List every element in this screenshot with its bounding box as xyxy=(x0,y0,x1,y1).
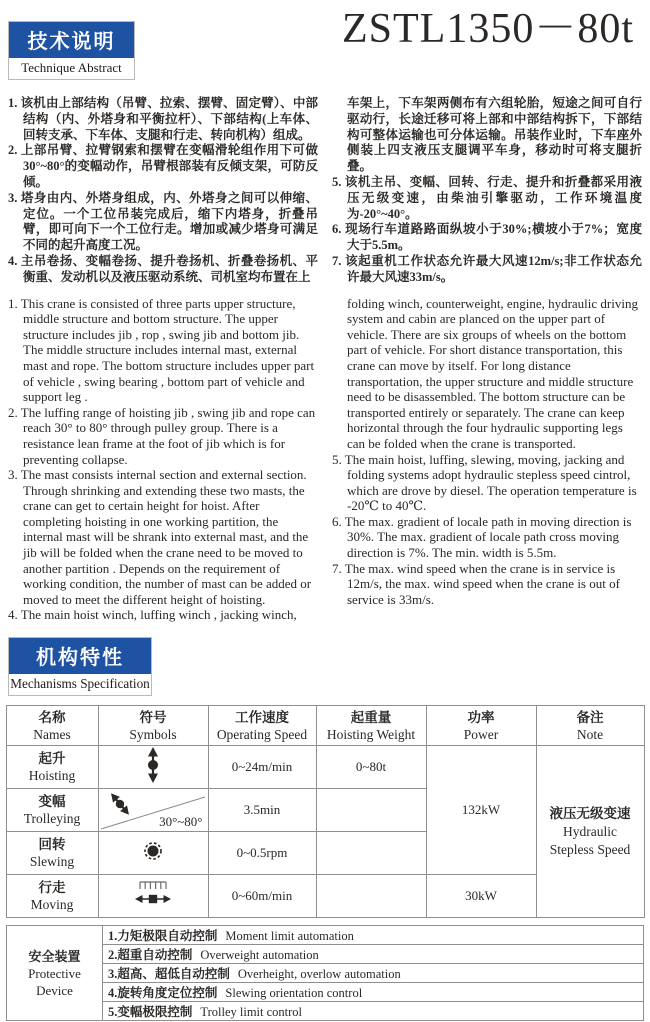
trolleying-symbol-cell xyxy=(98,789,208,832)
note-cell: 液压无级变速 Hydraulic Stepless Speed xyxy=(536,746,644,918)
abstract-zh-item-1: 1. 该机由上部结构（吊臂、拉索、摆臂、固定臂）、中部结构（内、外塔身和平衡拉杆）、下部结构(上车体、回转支承、下车体、支腿和行走、转向机构）组成。 xyxy=(8,96,318,142)
hoisting-symbol-cell xyxy=(98,746,208,789)
trolleying-weight xyxy=(316,789,426,832)
safety-item-1: 1.力矩极限自动控制 Moment limit automation xyxy=(103,926,644,945)
abstract-en-item-4: 4. The main hoist winch, luffing winch , jacking winch, xyxy=(8,607,297,623)
slewing-name: 回转 Slewing xyxy=(6,832,98,875)
safety-row-3 xyxy=(7,964,644,983)
header-names: 名称 Names xyxy=(6,706,98,746)
slewing-symbol-cell xyxy=(98,832,208,875)
mechanisms-spec-table xyxy=(6,705,645,918)
hoisting-name: 起升 Hoisting xyxy=(6,746,98,789)
abstract-en-item-1: 1. This crane is consisted of three parts upper structure, middle structure and bottom structure. The upper structure includes jib , rop , swing jib and bottom jib. The middle structure includes internal mast, external mast and rope. The bottom structure includes upper part of vehicle , swing bearing , bottom part of vehicle and support leg . xyxy=(8,295,315,405)
hoisting-vertical-double-arrow-icon xyxy=(145,747,161,783)
abstract-zh-right-column xyxy=(332,96,642,286)
abstract-zh-left-column xyxy=(8,96,318,286)
trolleying-name: 变幅 Trolleying xyxy=(6,789,98,832)
moving-weight xyxy=(316,875,426,918)
abstract-zh-item-4-continued: 车架上，下车架两侧布有六组轮胎，短途之间可自行驱动行，长途迁移可将上部和中部结构拆下，下部结构可整体运输也可分体运输。吊装作业时，下车座外侧装上四支液压支腿调平车身，移动时可将支腿折叠。 xyxy=(347,96,642,174)
abstract-zh-item-3: 3. 塔身由内、外塔身组成，内、外塔身之间可以伸缩、定位。一个工位吊装完成后，缩下内塔身，折叠吊臂，即可向下一个工位行走。增加或减少塔身可满足不同的起升高度工况。 xyxy=(8,190,318,253)
header-hoisting-weight: 起重量 Hoisting Weight xyxy=(316,706,426,746)
header-note: 备注 Note xyxy=(536,706,644,746)
protective-device-cell: 安全装置 Protective Device xyxy=(7,926,103,1021)
safety-row-2 xyxy=(7,945,644,964)
safety-row-1 xyxy=(7,926,644,945)
mechanisms-badge-en: Mechanisms Specification xyxy=(10,676,150,692)
abstract-english-section xyxy=(0,296,650,623)
abstract-en-item-6: 6. The max. gradient of locale path in moving direction is 30%. The max. gradient of locale path cross moving direction is 7%. The min. width is 5.5m. xyxy=(332,513,632,561)
page-header xyxy=(0,0,650,80)
header-operating-speed: 工作速度 Operating Speed xyxy=(208,706,316,746)
safety-item-3: 3.超高、超低自动控制 Overheight, overlow automation xyxy=(103,964,644,983)
abstract-zh-item-4: 4. 主吊卷扬、变幅卷扬、提升卷扬机、折叠卷扬机、平衡重、发动机以及液压驱动系统、司机室均布置在上 xyxy=(8,253,318,284)
trolleying-speed: 3.5min xyxy=(208,789,316,832)
abstract-en-item-3: 3. The mast consists internal section and external section. Through shrinking and extending these two masts, the crane can get to certain height for hoist. After completing hoisting in one working partition, the internal mast will be shrank into external mast, and the jib will be folded when the crane need to be moved to another partition . Depends on the requirement of working condition, the number of mast can be added or moved to meet the different height of hoisting. xyxy=(8,467,312,607)
hoisting-speed: 0~24m/min xyxy=(208,746,316,789)
moving-name: 行走 Moving xyxy=(6,875,98,918)
abstract-en-item-4-continued: folding winch, counterweight, engine, hydraulic driving system and cabin are planced on the upper part of vehicle. There are six groups of wheels on the bottom part of vehicle. For short distance transportation, this crane can move by itself. For long distance transportation, the upper structure and middle structure need to be disassembled. The bottom structure can be transported entirely or separately. The crane can keep horizontal through the four hydraulic supporting legs can be folded when the crane is transported. xyxy=(347,295,638,451)
hoisting-weight: 0~80t xyxy=(316,746,426,789)
abstract-chinese-section xyxy=(0,96,650,286)
header-power: 功率 Power xyxy=(426,706,536,746)
table-row-hoisting xyxy=(6,746,644,789)
moving-track-arrows-icon xyxy=(133,880,173,908)
spec-table-header-row xyxy=(6,706,644,746)
abstract-en-right-column xyxy=(332,296,642,623)
abstract-zh-item-7: 7. 该起重机工作状态允许最大风速12m/s;非工作状态允许最大风速33m/s。 xyxy=(332,253,642,284)
moving-symbol-cell xyxy=(98,875,208,918)
power-upper-value: 132kW xyxy=(426,746,536,875)
slewing-rotation-dot-icon xyxy=(143,841,163,861)
trolleying-range-label: 30°~80° xyxy=(159,814,203,830)
technique-abstract-badge xyxy=(8,21,135,80)
abstract-en-item-5: 5. The main hoist, luffing, slewing, moving, jacking and folding systems adopt hydraulic stepless speed cintrol, which are drove by diesel. The operation temperature is -20℃ to 40℃. xyxy=(332,451,637,514)
slewing-weight xyxy=(316,832,426,875)
safety-row-5 xyxy=(7,1002,644,1021)
abstract-zh-item-6: 6. 现场行车道路路面纵坡小于30%;横坡小于7%；宽度大于5.5m。 xyxy=(332,222,642,253)
safety-row-4 xyxy=(7,983,644,1002)
power-lower-value: 30kW xyxy=(426,875,536,918)
technique-abstract-badge-en: Technique Abstract xyxy=(21,60,122,75)
moving-speed: 0~60m/min xyxy=(208,875,316,918)
header-symbols: 符号 Symbols xyxy=(98,706,208,746)
abstract-en-item-2: 2. The luffing range of hoisting jib , swing jib and rope can reach 30° to 80° through pulley group. There is a resistance lean frame at the foot of jib which is for preventing collapse. xyxy=(8,404,316,467)
safety-item-2: 2.超重自动控制 Overweight automation xyxy=(103,945,644,964)
page-title: ZSTL1350－80t xyxy=(342,6,634,52)
safety-item-5: 5.变幅极限控制 Trolley limit control xyxy=(103,1002,644,1021)
technique-abstract-badge-zh: 技术说明 xyxy=(9,22,134,58)
abstract-en-item-7: 7. The max. wind speed when the crane is in service is 12m/s, the max. wind speed when the crane is out of service is 33m/s. xyxy=(332,560,620,607)
protective-device-table xyxy=(6,925,644,1021)
slewing-speed: 0~0.5rpm xyxy=(208,832,316,875)
safety-item-4: 4.旋转角度定位控制 Slewing orientation control xyxy=(103,983,644,1002)
mechanisms-specification-badge xyxy=(8,637,152,696)
mechanisms-badge-zh: 机构特性 xyxy=(9,638,151,674)
abstract-zh-item-2: 2. 上部吊臂、拉臂钢索和摆臂在变幅滑轮组作用下可做30°~80°的变幅动作，吊臂根部装有反倾支架，可防反倾。 xyxy=(8,143,318,189)
abstract-en-left-column xyxy=(8,296,318,623)
abstract-zh-item-5: 5. 该机主吊、变幅、回转、行走、提升和折叠都采用液压无级变速，由柴油引擎驱动，工作环境温度为-20°~40°。 xyxy=(332,174,642,221)
